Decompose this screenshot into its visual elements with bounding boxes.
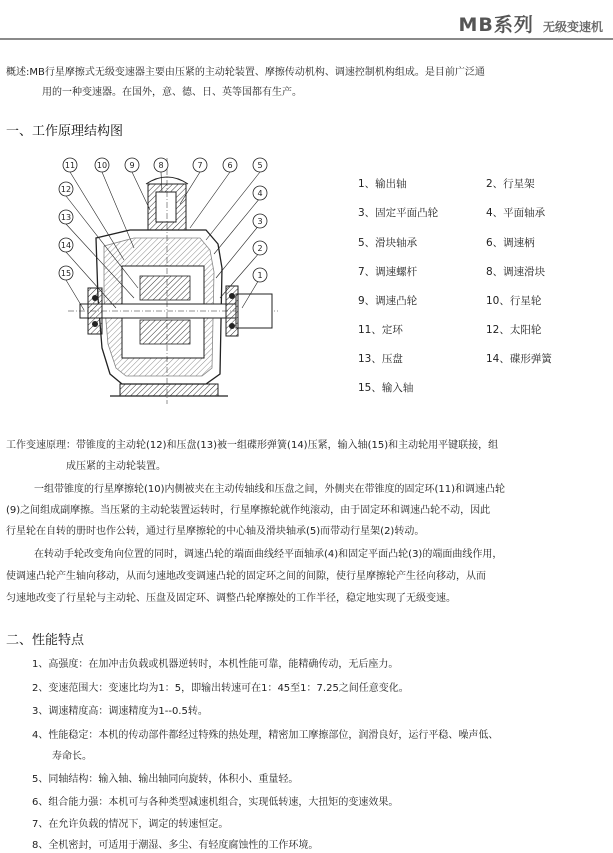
principle-line: (9)之间组成副摩擦。当压紧的主动轮装置运转时，行星摩擦轮就作纯滚动，由于固定环和调速凸轮不动，因此 — [6, 505, 491, 516]
callout-14: 14 — [60, 241, 72, 250]
page-header — [0, 0, 613, 40]
overview-line1 — [6, 62, 485, 83]
callout-1: 1 — [257, 271, 263, 280]
principle-line: 在转动手轮改变角向位置的同时，调速凸轮的端面曲线经平面轴承(4)和固定平面凸轮(3)的端面曲线作用， — [34, 549, 503, 560]
overview-text-1: MB行星摩擦式无级变速器主要由压紧的主动轮装置、摩擦传动机构、调速控制机构组成。是目前广泛通 — [29, 67, 485, 78]
feature-item: 8、全机密封，可适用于潮湿、多尘、有轻度腐蚀性的工作环境。 — [32, 840, 319, 851]
structure-diagram — [50, 148, 282, 424]
part-item: 12、太阳轮 — [486, 324, 542, 336]
housing-drawing — [68, 158, 278, 404]
section1-title: 一、工作原理结构图 — [6, 124, 124, 139]
part-item: 14、碟形弹簧 — [486, 353, 552, 365]
feature-item-cont: 寿命长。 — [52, 751, 92, 762]
callout-7: 7 — [197, 161, 203, 170]
callout-12: 12 — [60, 185, 72, 194]
principle-line: 一组带锥度的行星摩擦轮(10)内侧被夹在主动传轴线和压盘之间，外侧夹在带锥度的固定环(11)和调速凸轮 — [34, 484, 506, 495]
section2-title: 二、性能特点 — [6, 633, 85, 648]
callout-9: 9 — [129, 161, 135, 170]
part-item: 3、固定平面凸轮 — [358, 207, 439, 219]
part-item: 11、定环 — [358, 324, 403, 336]
feature-item: 2、变速范围大：变速比均为1：5，即输出转速可在1：45至1：7.25之间任意变化。 — [32, 683, 409, 694]
principle-line: 匀速地改变了行星轮与主动轮、压盘及固定环、调整凸轮摩擦处的工作半径，稳定地实现了无级变速。 — [6, 593, 456, 604]
overview-line2: 用的一种变速器。在国外，意、德、日、英等国都有生产。 — [42, 87, 302, 98]
series-name: MB系列 — [458, 14, 534, 36]
callout-5: 5 — [257, 161, 263, 170]
principle-line: 行星轮在自转的册时也作公转，通过行星摩擦轮的中心轴及滑块轴承(5)而带动行星架(2)转动。 — [6, 526, 425, 537]
principle-line: 使调速凸轮产生轴向移动，从而匀速地改变调速凸轮的固定环之间的间隙，使行星摩擦轮产生径向移动，从而 — [6, 571, 486, 582]
principle-line: 工作变速原理：带锥度的主动轮(12)和压盘(13)被一组碟形弹簧(14)压紧，输入轴(15)和主动轮用平键联接，组 — [6, 440, 499, 451]
part-item: 9、调速凸轮 — [358, 295, 418, 307]
callout-2: 2 — [257, 244, 263, 253]
callout-13: 13 — [60, 213, 72, 222]
part-item: 10、行星轮 — [486, 295, 542, 307]
feature-item: 5、同轴结构：输入轴、输出轴同向旋转，体积小、重量轻。 — [32, 774, 299, 785]
callout-11: 11 — [64, 161, 76, 170]
part-item: 2、行星架 — [486, 178, 535, 190]
part-item: 8、调速滑块 — [486, 266, 546, 278]
callout-4: 4 — [257, 189, 263, 198]
overview-label: 概述: — [6, 67, 30, 78]
series-subtitle: 无级变速机 — [542, 20, 603, 34]
callout-8: 8 — [158, 161, 164, 170]
callout-15: 15 — [60, 269, 72, 278]
callout-6: 6 — [227, 161, 233, 170]
header-rule — [0, 38, 613, 40]
feature-item: 1、高强度：在加冲击负载或机器逆转时，本机性能可靠，能精确传动，无后座力。 — [32, 659, 399, 670]
part-item: 1、输出轴 — [358, 178, 407, 190]
feature-item: 7、在允许负载的情况下，调定的转速恒定。 — [32, 819, 229, 830]
feature-item: 4、性能稳定：本机的传动部件都经过特殊的热处理，精密加工摩擦部位，润滑良好，运行平稳、噪声低、 — [32, 730, 499, 741]
part-item: 15、输入轴 — [358, 382, 414, 394]
feature-item: 6、组合能力强：本机可与各种类型减速机组合，实现低转速，大扭矩的变速效果。 — [32, 797, 399, 808]
callout-3: 3 — [257, 217, 263, 226]
header-title — [459, 10, 604, 37]
callout-10: 10 — [96, 161, 108, 170]
part-item: 7、调速螺杆 — [358, 266, 418, 278]
part-item: 13、压盘 — [358, 353, 403, 365]
part-item: 4、平面轴承 — [486, 207, 546, 219]
principle-line: 成压紧的主动轮装置。 — [66, 461, 166, 472]
part-item: 5、滑块轴承 — [358, 237, 418, 249]
feature-item: 3、调速精度高：调速精度为1--0.5转。 — [32, 706, 208, 717]
part-item: 6、调速柄 — [486, 237, 535, 249]
